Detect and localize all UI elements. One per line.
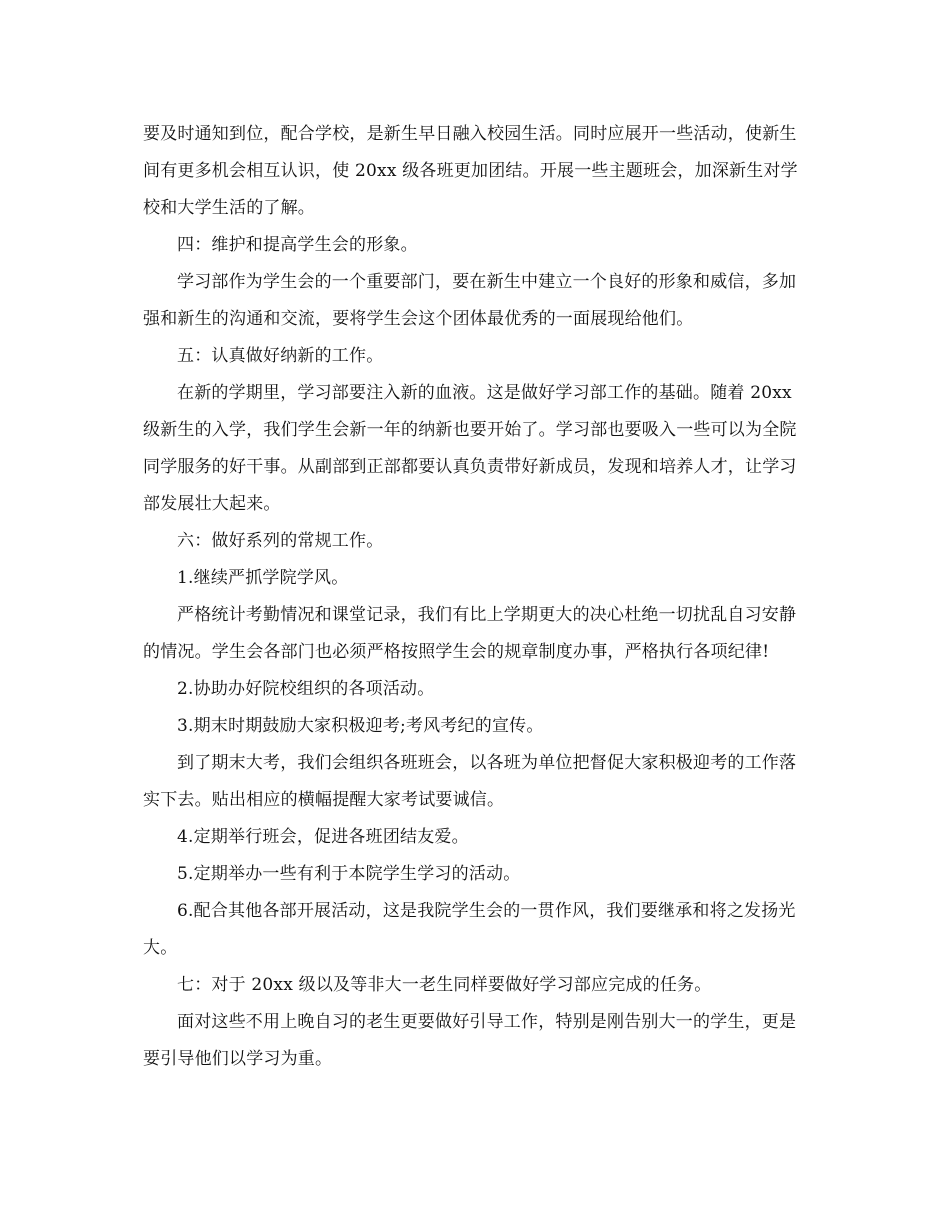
section-heading-4: 四：维护和提高学生会的形象。 [177, 235, 418, 255]
document-body [143, 116, 808, 1078]
paragraph-continuation: 要及时通知到位，配合学校，是新生早日融入校园生活。同时应展开一些活动，使新生间有更多机会相互认识，使 20xx 级各班更加团结。开展一些主题班会，加深新生对学校和大学生活的了解。 [143, 124, 798, 218]
paragraph: 到了期末大考，我们会组织各班班会，以各班为单位把督促大家积极迎考的工作落实下去。贴出相应的横幅提醒大家考试要诚信。 [143, 753, 797, 810]
list-item: 3.期末时期鼓励大家积极迎考;考风考纪的宣传。 [177, 716, 544, 736]
list-item: 5.定期举办一些有利于本院学生学习的活动。 [177, 864, 521, 884]
list-item: 1.继续严抓学院学风。 [177, 568, 349, 588]
section-heading-6: 六：做好系列的常规工作。 [177, 531, 384, 551]
list-item: 6.配合其他各部开展活动，这是我院学生会的一贯作风，我们要继承和将之发扬光大。 [143, 901, 796, 958]
list-item: 2.协助办好院校组织的各项活动。 [177, 679, 435, 699]
paragraph: 学习部作为学生会的一个重要部门，要在新生中建立一个良好的形象和威信，多加强和新生的沟通和交流，要将学生会这个团体最优秀的一面展现给他们。 [143, 272, 797, 329]
paragraph: 在新的学期里，学习部要注入新的血液。这是做好学习部工作的基础。随着 20xx 级新生的入学，我们学生会新一年的纳新也要开始了。学习部也要吸入一些可以为全院同学服务的好干事。从副部到正部都要认真负责带好新成员，发现和培养人才，让学习部发展壮大起来。 [143, 383, 797, 514]
section-heading-5: 五：认真做好纳新的工作。 [177, 346, 384, 366]
paragraph: 面对这些不用上晚自习的老生更要做好引导工作，特别是刚告别大一的学生，更是要引导他们以学习为重。 [143, 1012, 797, 1069]
list-item: 4.定期举行班会，促进各班团结友爱。 [177, 827, 469, 847]
section-heading-7: 七：对于 20xx 级以及等非大一老生同样要做好学习部应完成的任务。 [177, 975, 712, 995]
paragraph: 严格统计考勤情况和课堂记录，我们有比上学期更大的决心杜绝一切扰乱自习安静的情况。学生会各部门也必须严格按照学生会的规章制度办事，严格执行各项纪律! [143, 605, 797, 662]
